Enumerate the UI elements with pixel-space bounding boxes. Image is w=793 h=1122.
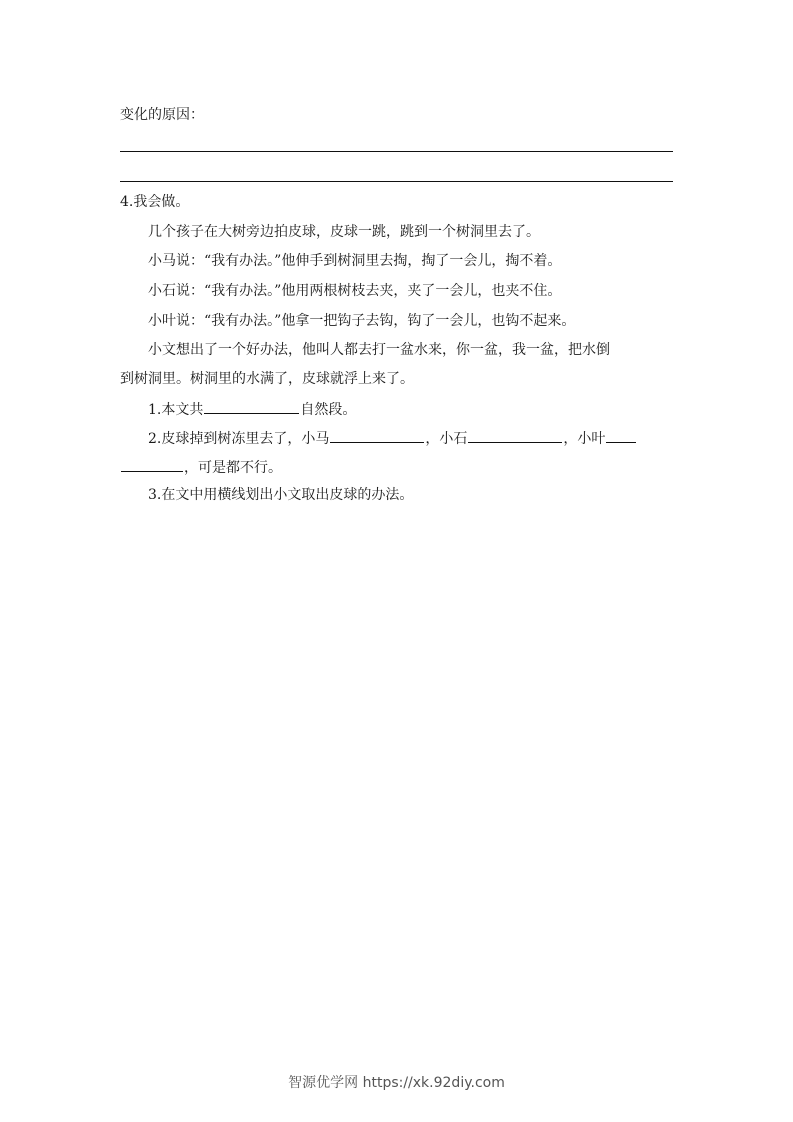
passage-paragraph-5-line-2: 到树洞里。树洞里的水满了，皮球就浮上来了。 [120, 371, 414, 387]
question-1-blank[interactable] [204, 399, 299, 414]
question-2-mid-2: ，小叶 [563, 431, 606, 447]
reason-label: 变化的原因： [120, 107, 204, 123]
question-1-prefix: 1.本文共 [148, 402, 204, 418]
question-1-suffix: 自然段。 [300, 402, 357, 418]
footer-watermark: 智源优学网 https://xk.92diy.com [288, 1075, 505, 1091]
passage-paragraph-4: 小叶说：“我有办法。”他拿一把钩子去钩，钩了一会儿，也钩不起来。 [148, 313, 576, 329]
question-2-blank-xiaoye-start[interactable] [606, 428, 636, 443]
passage-paragraph-1: 几个孩子在大树旁边拍皮球，皮球一跳，跳到一个树洞里去了。 [148, 224, 540, 240]
question-2-blank-xiaoshi[interactable] [468, 428, 562, 443]
question-2 [148, 428, 637, 449]
question-1 [148, 399, 356, 420]
answer-line-2 [120, 181, 673, 182]
question-3: 3.在文中用横线划出小文取出皮球的办法。 [148, 487, 414, 503]
answer-line-1 [120, 151, 673, 152]
passage-paragraph-5-line-1: 小文想出了一个好办法，他叫人都去打一盆水来，你一盆，我一盆，把水倒 [148, 342, 610, 358]
question-2-end: ，可是都不行。 [184, 460, 282, 476]
question-2-continuation [120, 457, 282, 478]
passage-paragraph-3: 小石说：“我有办法。”他用两根树枝去夹，夹了一会儿，也夹不住。 [148, 283, 562, 299]
question-2-blank-xiaoma[interactable] [330, 428, 424, 443]
question-2-blank-xiaoye-end[interactable] [121, 457, 183, 472]
question-2-mid-1: ，小石 [425, 431, 468, 447]
question-4-heading: 4.我会做。 [120, 194, 190, 210]
question-2-prefix: 2.皮球掉到树冻里去了，小马 [148, 431, 330, 447]
passage-paragraph-2: 小马说：“我有办法。”他伸手到树洞里去掏，掏了一会儿，掏不着。 [148, 253, 562, 269]
